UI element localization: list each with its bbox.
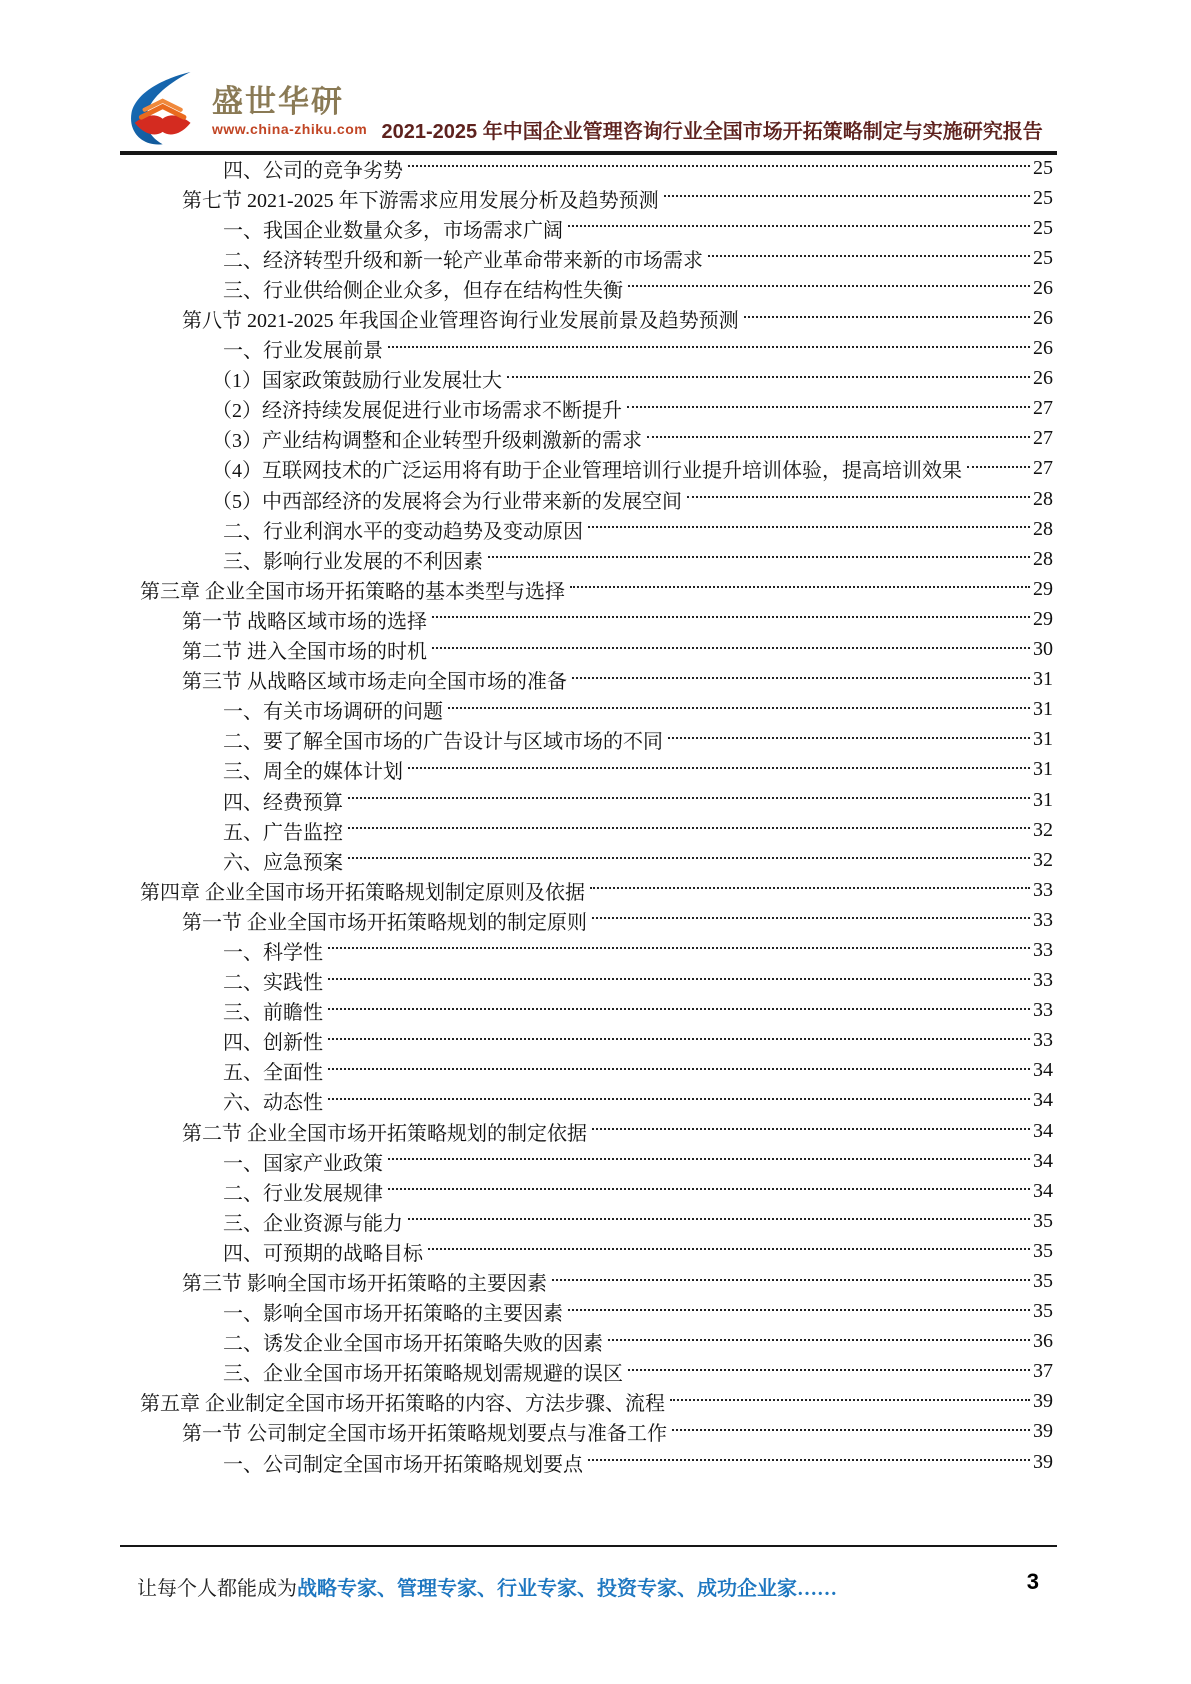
toc-entry[interactable]	[120, 1056, 1053, 1086]
toc-entry-title[interactable]: 三、行业供给侧企业众多，但存在结构性失衡	[223, 279, 623, 302]
dot-leader	[507, 375, 1030, 378]
toc-entry[interactable]	[120, 243, 1053, 273]
dot-leader	[670, 1398, 1030, 1401]
dot-leader	[488, 555, 1030, 558]
toc-entry-title[interactable]: 三、前瞻性	[223, 1002, 323, 1025]
dot-leader	[590, 886, 1030, 889]
toc-entry-page: 39	[1033, 1450, 1053, 1473]
dot-leader	[647, 435, 1030, 438]
toc-entry[interactable]	[120, 514, 1053, 544]
toc-entry-page: 36	[1033, 1330, 1053, 1353]
toc-entry-page: 25	[1033, 246, 1053, 269]
toc-entry-title[interactable]: 五、广告监控	[223, 821, 343, 844]
toc-entry[interactable]	[120, 574, 1053, 604]
toc-entry-page: 33	[1033, 1029, 1053, 1052]
toc-entry[interactable]	[120, 273, 1053, 303]
toc-entry-title[interactable]: 第一节 战略区域市场的选择	[182, 610, 427, 633]
dot-leader	[388, 1157, 1030, 1160]
toc-entry-title[interactable]: 一、影响全国市场开拓策略的主要因素	[223, 1303, 563, 1326]
toc-entry-page: 25	[1033, 216, 1053, 239]
toc-entry-title[interactable]: 一、公司制定全国市场开拓策略规划要点	[223, 1453, 583, 1476]
toc-entry[interactable]	[120, 1327, 1053, 1357]
dot-leader	[328, 1067, 1030, 1070]
dot-leader	[328, 977, 1030, 980]
dot-leader	[592, 916, 1030, 919]
toc-entry-title[interactable]: 五、全面性	[223, 1062, 323, 1085]
toc-entry-page: 34	[1033, 1089, 1053, 1112]
toc-entry-page: 27	[1033, 427, 1053, 450]
toc-entry[interactable]	[120, 1026, 1053, 1056]
toc-entry-page: 29	[1033, 607, 1053, 630]
dot-leader	[588, 525, 1030, 528]
dot-leader	[408, 766, 1030, 769]
toc-entry-page: 27	[1033, 457, 1053, 480]
dot-leader	[568, 1308, 1030, 1311]
toc-entry-title[interactable]: 三、企业资源与能力	[223, 1212, 403, 1235]
toc-entry-page: 35	[1033, 1300, 1053, 1323]
table-of-contents	[120, 153, 1053, 1477]
toc-entry-page: 33	[1033, 969, 1053, 992]
toc-entry-page: 26	[1033, 367, 1053, 390]
toc-entry-page: 34	[1033, 1149, 1053, 1172]
toc-entry-title[interactable]: 六、动态性	[223, 1092, 323, 1115]
toc-entry[interactable]	[120, 695, 1053, 725]
toc-entry[interactable]	[120, 1417, 1053, 1447]
toc-entry[interactable]	[120, 635, 1053, 665]
toc-entry-title[interactable]: 三、影响行业发展的不利因素	[223, 550, 483, 573]
toc-entry[interactable]	[120, 484, 1053, 514]
toc-entry-title[interactable]: 三、周全的媒体计划	[223, 761, 403, 784]
dot-leader	[570, 585, 1030, 588]
dot-leader	[608, 1338, 1030, 1341]
toc-entry-page: 35	[1033, 1239, 1053, 1262]
toc-entry-page: 32	[1033, 848, 1053, 871]
toc-entry-title[interactable]: 第八节 2021-2025 年我国企业管理咨询行业发展前景及趋势预测	[182, 310, 739, 333]
toc-entry-title[interactable]: 二、经济转型升级和新一轮产业革命带来新的市场需求	[223, 249, 703, 272]
toc-entry[interactable]	[120, 183, 1053, 213]
toc-entry[interactable]	[120, 875, 1053, 905]
toc-entry-page: 29	[1033, 577, 1053, 600]
toc-entry-page: 28	[1033, 487, 1053, 510]
toc-entry-title[interactable]: 一、科学性	[223, 941, 323, 964]
toc-entry-page: 35	[1033, 1209, 1053, 1232]
dot-leader	[432, 646, 1030, 649]
toc-entry-page: 39	[1033, 1390, 1053, 1413]
toc-entry-title[interactable]: 第二节 进入全国市场的时机	[182, 641, 427, 664]
toc-entry-title[interactable]: 二、行业发展规律	[223, 1182, 383, 1205]
toc-entry-title[interactable]: 第七节 2021-2025 年下游需求应用发展分析及趋势预测	[182, 189, 659, 212]
toc-entry-title[interactable]: 第四章 企业全国市场开拓策略规划制定原则及依据	[140, 881, 585, 904]
toc-entry-title[interactable]: 第三节 影响全国市场开拓策略的主要因素	[182, 1273, 547, 1296]
toc-entry[interactable]	[120, 785, 1053, 815]
dot-leader	[572, 676, 1030, 679]
toc-entry-page: 28	[1033, 547, 1053, 570]
toc-entry[interactable]	[120, 966, 1053, 996]
toc-entry[interactable]	[120, 394, 1053, 424]
toc-entry[interactable]	[120, 665, 1053, 695]
toc-entry[interactable]	[120, 905, 1053, 935]
dot-leader	[687, 495, 1030, 498]
toc-entry[interactable]	[120, 303, 1053, 333]
toc-entry[interactable]	[120, 935, 1053, 965]
toc-entry[interactable]	[120, 1146, 1053, 1176]
toc-entry-title[interactable]: （4）互联网技术的广泛运用将有助于企业管理培训行业提升培训体验，提高培训效果	[212, 460, 962, 483]
toc-entry-title[interactable]: 第一节 企业全国市场开拓策略规划的制定原则	[182, 911, 587, 934]
toc-entry[interactable]	[120, 1266, 1053, 1296]
brand-name: 盛世华研	[212, 84, 344, 119]
toc-entry[interactable]	[120, 1236, 1053, 1266]
toc-entry[interactable]	[120, 1086, 1053, 1116]
toc-entry-title[interactable]: 二、实践性	[223, 972, 323, 995]
dot-leader	[388, 1187, 1030, 1190]
page-number: 3	[1026, 1569, 1039, 1594]
toc-entry-title[interactable]: （2）经济持续发展促进行业市场需求不断提升	[212, 400, 622, 423]
footer-slogan-highlight: 战略专家、管理专家、行业专家、投资专家、成功企业家……	[297, 1578, 837, 1600]
toc-entry-page: 31	[1033, 758, 1053, 781]
dot-leader	[408, 164, 1030, 167]
dot-leader	[328, 1097, 1030, 1100]
dot-leader	[448, 706, 1030, 709]
toc-entry[interactable]	[120, 1206, 1053, 1236]
toc-entry-page: 35	[1033, 1270, 1053, 1293]
dot-leader	[328, 1007, 1030, 1010]
report-title: 2021-2025 年中国企业管理咨询行业全国市场开拓策略制定与实施研究报告	[381, 121, 1043, 143]
toc-entry[interactable]	[120, 755, 1053, 785]
toc-entry-page: 33	[1033, 908, 1053, 931]
brand-website-link[interactable]: www.china-zhiku.com	[212, 121, 368, 137]
toc-entry-title[interactable]: 四、创新性	[223, 1032, 323, 1055]
toc-entry-title[interactable]: 二、诱发企业全国市场开拓策略失败的因素	[223, 1333, 603, 1356]
dot-leader	[967, 465, 1030, 468]
toc-entry-title[interactable]: 二、要了解全国市场的广告设计与区域市场的不同	[223, 731, 663, 754]
toc-entry-title[interactable]: （1）国家政策鼓励行业发展壮大	[212, 370, 502, 393]
dot-leader	[744, 315, 1030, 318]
toc-entry-title[interactable]: 四、经费预算	[223, 791, 343, 814]
dot-leader	[628, 1368, 1030, 1371]
toc-entry[interactable]	[120, 334, 1053, 364]
dot-leader	[328, 1037, 1030, 1040]
toc-entry[interactable]	[120, 604, 1053, 634]
toc-entry[interactable]	[120, 454, 1053, 484]
dot-leader	[408, 1217, 1030, 1220]
dot-leader	[432, 615, 1030, 618]
toc-entry-page: 34	[1033, 1059, 1053, 1082]
toc-entry[interactable]	[120, 364, 1053, 394]
dot-leader	[664, 194, 1030, 197]
dot-leader	[708, 254, 1030, 257]
dot-leader	[627, 405, 1030, 408]
toc-entry-page: 37	[1033, 1360, 1053, 1383]
toc-entry-page: 27	[1033, 397, 1053, 420]
toc-entry-page: 28	[1033, 517, 1053, 540]
toc-entry-page: 31	[1033, 668, 1053, 691]
toc-entry-title[interactable]: 四、可预期的战略目标	[223, 1242, 423, 1265]
dot-leader	[668, 736, 1030, 739]
dot-leader	[348, 856, 1030, 859]
toc-entry-page: 33	[1033, 878, 1053, 901]
toc-entry[interactable]	[120, 153, 1053, 183]
toc-entry-page: 25	[1033, 156, 1053, 179]
page-header	[120, 72, 1057, 150]
logo-book-swoosh-icon	[120, 72, 202, 150]
toc-entry-page: 34	[1033, 1179, 1053, 1202]
toc-entry-page: 31	[1033, 788, 1053, 811]
toc-entry-title[interactable]: 三、企业全国市场开拓策略规划需规避的误区	[223, 1363, 623, 1386]
toc-entry[interactable]	[120, 1447, 1053, 1477]
toc-entry[interactable]	[120, 424, 1053, 454]
toc-entry-title[interactable]: 一、我国企业数量众多，市场需求广阔	[223, 219, 563, 242]
dot-leader	[592, 1127, 1030, 1130]
toc-entry[interactable]	[120, 725, 1053, 755]
toc-entry-title[interactable]: 二、行业利润水平的变动趋势及变动原因	[223, 520, 583, 543]
toc-entry-page: 32	[1033, 818, 1053, 841]
toc-entry[interactable]	[120, 1116, 1053, 1146]
toc-entry-page: 26	[1033, 276, 1053, 299]
toc-entry-title[interactable]: 一、有关市场调研的问题	[223, 701, 443, 724]
toc-entry-title[interactable]: （5）中西部经济的发展将会为行业带来新的发展空间	[212, 490, 682, 513]
toc-entry-title[interactable]: 第一节 公司制定全国市场开拓策略规划要点与准备工作	[182, 1423, 667, 1446]
dot-leader	[428, 1247, 1030, 1250]
toc-entry-title[interactable]: 四、公司的竞争劣势	[223, 159, 403, 182]
toc-entry[interactable]	[120, 1176, 1053, 1206]
toc-entry-page: 31	[1033, 698, 1053, 721]
footer-slogan	[137, 1572, 837, 1601]
toc-entry-title[interactable]: 六、应急预案	[223, 851, 343, 874]
toc-entry[interactable]	[120, 1387, 1053, 1417]
toc-entry[interactable]	[120, 1357, 1053, 1387]
toc-entry-page: 26	[1033, 337, 1053, 360]
toc-entry-title[interactable]: 第五章 企业制定全国市场开拓策略的内容、方法步骤、流程	[140, 1393, 665, 1416]
toc-entry-page: 30	[1033, 638, 1053, 661]
toc-entry-page: 34	[1033, 1119, 1053, 1142]
toc-entry[interactable]	[120, 1297, 1053, 1327]
toc-entry-title[interactable]: 第三章 企业全国市场开拓策略的基本类型与选择	[140, 580, 565, 603]
toc-entry-title[interactable]: 一、国家产业政策	[223, 1152, 383, 1175]
dot-leader	[628, 284, 1030, 287]
dot-leader	[348, 826, 1030, 829]
dot-leader	[672, 1428, 1030, 1431]
dot-leader	[552, 1278, 1030, 1281]
toc-entry-page: 26	[1033, 307, 1053, 330]
toc-entry-title[interactable]: 第三节 从战略区域市场走向全国市场的准备	[182, 671, 567, 694]
toc-entry-page: 33	[1033, 938, 1053, 961]
dot-leader	[388, 345, 1030, 348]
toc-entry-page: 25	[1033, 186, 1053, 209]
company-logo	[120, 72, 367, 150]
dot-leader	[348, 796, 1030, 799]
toc-entry[interactable]	[120, 996, 1053, 1026]
toc-entry[interactable]	[120, 815, 1053, 845]
toc-entry-title[interactable]: （3）产业结构调整和企业转型升级刺激新的需求	[212, 430, 642, 453]
dot-leader	[588, 1458, 1030, 1461]
footer-divider	[120, 1545, 1057, 1547]
toc-entry-title[interactable]: 一、行业发展前景	[223, 340, 383, 363]
footer-slogan-prefix: 让每个人都能成为	[137, 1578, 297, 1600]
dot-leader	[328, 946, 1030, 949]
toc-entry-page: 31	[1033, 728, 1053, 751]
dot-leader	[568, 224, 1030, 227]
toc-entry[interactable]	[120, 845, 1053, 875]
toc-entry-page: 39	[1033, 1420, 1053, 1443]
toc-entry[interactable]	[120, 213, 1053, 243]
toc-entry[interactable]	[120, 544, 1053, 574]
toc-entry-page: 33	[1033, 999, 1053, 1022]
toc-entry-title[interactable]: 第二节 企业全国市场开拓策略规划的制定依据	[182, 1122, 587, 1145]
